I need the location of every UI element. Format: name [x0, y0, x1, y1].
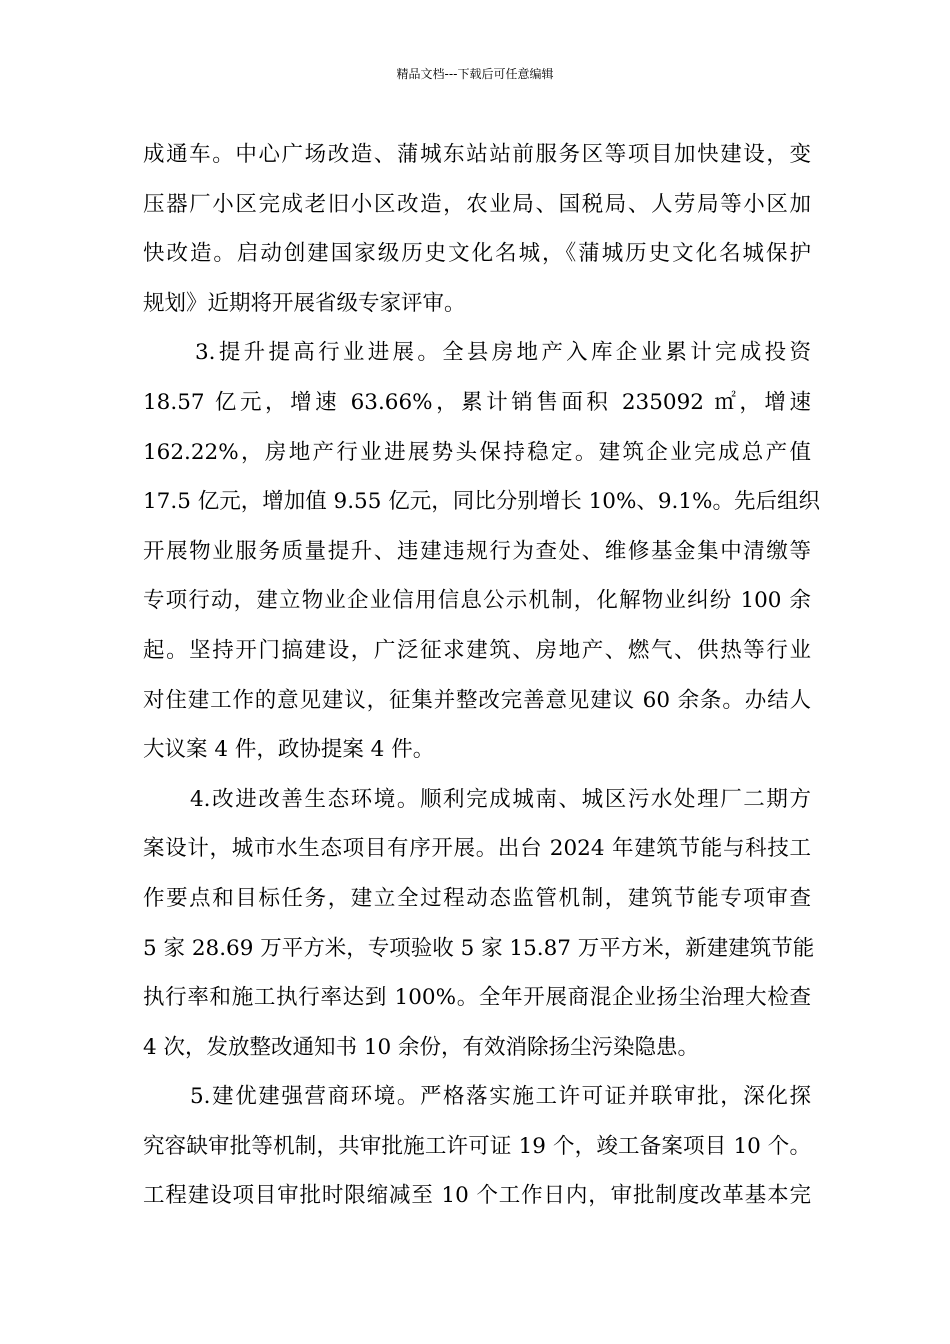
text-line: 起。坚持开门搞建设，广泛征求建筑、房地产、燃气、供热等行业	[143, 637, 811, 663]
text-line: 17.5 亿元，增加值 9.55 亿元，同比分别增长 10%、9.1%。先后组织	[143, 489, 820, 515]
text-line: 5 家 28.69 万平方米，专项验收 5 家 15.87 万平方米，新建建筑节能	[143, 935, 815, 961]
text-line: 压器厂小区完成老旧小区改造，农业局、国税局、人劳局等小区加	[143, 191, 811, 217]
text-line: 工程建设项目审批时限缩减至 10 个工作日内，审批制度改革基本完	[143, 1183, 811, 1209]
text-line: 案设计，城市水生态项目有序开展。出台 2024 年建筑节能与科技工	[143, 836, 811, 862]
text-line: 大议案 4 件，政协提案 4 件。	[143, 737, 435, 763]
text-line: 专项行动，建立物业企业信用信息公示机制，化解物业纠纷 100 余	[143, 588, 811, 614]
page-header: 精品文档---下载后可任意编辑	[396, 67, 554, 81]
text-line: 快改造。启动创建国家级历史文化名城，《蒲城历史文化名城保护	[143, 241, 811, 267]
text-line: 作要点和目标任务，建立全过程动态监管机制，建筑节能专项审查	[143, 885, 811, 911]
text-line: 3.提升提高行业进展。全县房地产入库企业累计完成投资	[195, 340, 811, 366]
text-line: 18.57 亿元，增速 63.66%，累计销售面积 235092 ㎡，增速	[143, 389, 811, 415]
text-line: 成通车。中心广场改造、蒲城东站站前服务区等项目加快建设，变	[143, 142, 811, 167]
text-line: 162.22%，房地产行业进展势头保持稳定。建筑企业完成总产值	[143, 439, 811, 465]
document-body	[143, 130, 820, 1221]
text-line: 4.改进改善生态环境。顺利完成城南、城区污水处理厂二期方	[190, 786, 811, 812]
text-line: 5.建优建强营商环境。严格落实施工许可证并联审批，深化探	[190, 1084, 811, 1110]
text-line: 执行率和施工执行率达到 100%。全年开展商混企业扬尘治理大检查	[143, 985, 811, 1011]
text-line: 究容缺审批等机制，共审批施工许可证 19 个，竣工备案项目 10 个。	[143, 1133, 811, 1159]
text-line: 开展物业服务质量提升、违建违规行为查处、维修基金集中清缴等	[143, 538, 811, 564]
text-line: 4 次，发放整改通知书 10 余份，有效消除扬尘污染隐患。	[143, 1034, 700, 1060]
text-line: 对住建工作的意见建议，征集并整改完善意见建议 60 余条。办结人	[143, 687, 811, 713]
text-line: 规划》近期将开展省级专家评审。	[143, 290, 466, 316]
